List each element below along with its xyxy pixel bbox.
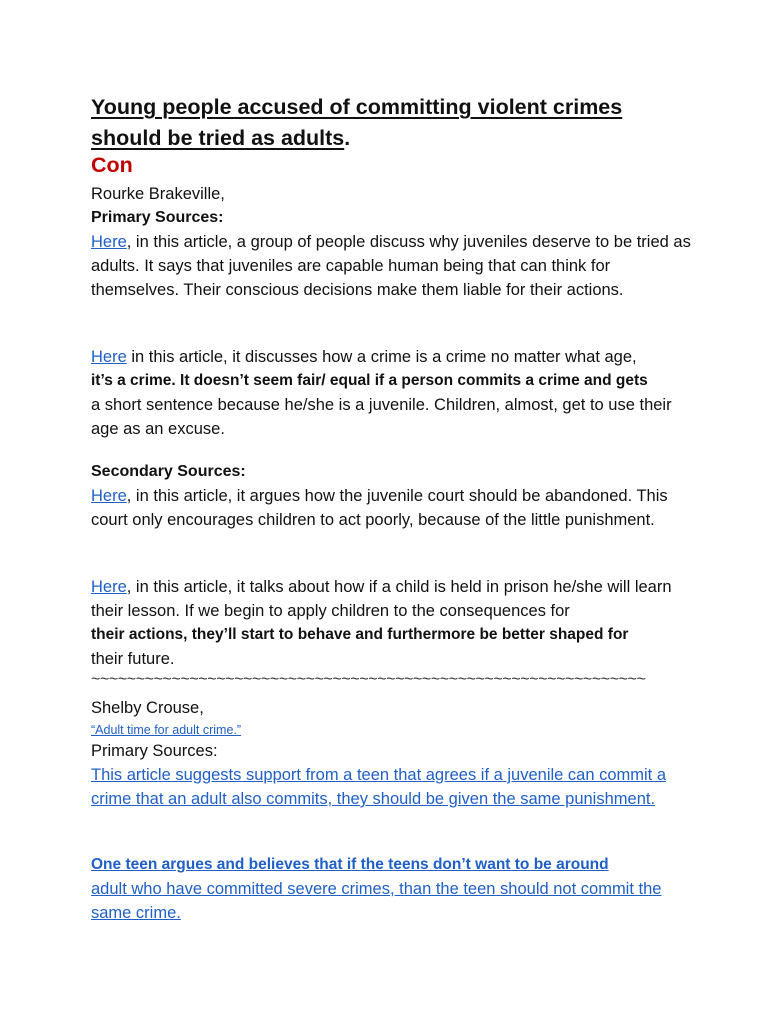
rourke-secondary (91, 460, 691, 532)
rourke-p2-text-bold: it’s a crime. It doesn’t seem fair/ equal if a person commits a crime and gets (91, 372, 648, 389)
rourke-section (91, 182, 691, 302)
shelby-primary-heading: Primary Sources: (91, 742, 218, 760)
rourke-p4-text-a: , in this article, it talks about how if a child is held in prison he/she will learn their lesson. If we begin to apply children to the consequences for (91, 578, 672, 620)
shelby-link-2-rest[interactable]: adult who have committed severe crimes, than the teen should not commit the same crime. (91, 880, 662, 922)
rourke-p2-text-b: a short sentence because he/she is a juvenile. Children, almost, get to use their age as an excuse. (91, 396, 672, 438)
rourke-p4-text-b: their future. (91, 650, 175, 668)
rourke-p3-text: , in this article, it argues how the juvenile court should be abandoned. This court only encourages children to act poorly, because of the little punishment. (91, 487, 668, 529)
rourke-p4-text-bold: their actions, they’ll start to behave and furthermore be better shaped for (91, 626, 629, 643)
rourke-author: Rourke Brakeville, (91, 185, 225, 203)
title-period: . (344, 126, 351, 150)
shelby-author: Shelby Crouse, (91, 699, 204, 717)
rourke-paragraph-1 (91, 230, 691, 302)
rourke-p4-link[interactable]: Here (91, 578, 127, 596)
shelby-link-2-block (91, 852, 691, 925)
rourke-p1-link[interactable]: Here (91, 233, 127, 251)
shelby-link-1[interactable]: This article suggests support from a teen that agrees if a juvenile can commit a crime that an adult also commits, they should be given the same punishment. (91, 766, 667, 808)
rourke-secondary-heading: Secondary Sources: (91, 463, 246, 480)
rourke-paragraph-4 (91, 575, 691, 671)
rourke-paragraph-2 (91, 345, 691, 441)
con-label: Con (91, 153, 133, 177)
rourke-primary-heading: Primary Sources: (91, 209, 224, 226)
rourke-p2-text-a: in this article, it discusses how a crime is a crime no matter what age, (126, 348, 637, 366)
rourke-p3-link[interactable]: Here (91, 487, 127, 505)
shelby-section (91, 696, 691, 811)
document-title (91, 92, 691, 154)
title-text: Young people accused of committing violent crimes should be tried as adults (91, 95, 623, 150)
rourke-p2-link[interactable]: Here (91, 348, 127, 366)
shelby-link-2-bold[interactable]: One teen argues and believes that if the teens don’t want to be around (91, 856, 609, 873)
shelby-source-link[interactable]: “Adult time for adult crime.” (91, 723, 242, 737)
rourke-p1-text: , in this article, a group of people discuss why juveniles deserve to be tried as adults. It says that juveniles are capable human being that can think for themselves. Their conscious decisions make them liable for their actions. (91, 233, 691, 299)
section-divider: ~~~~~~~~~~~~~~~~~~~~~~~~~~~~~~~~~~~~~~~~~~~~~~~~~~~~~~~~~~~~~~ (91, 671, 646, 688)
